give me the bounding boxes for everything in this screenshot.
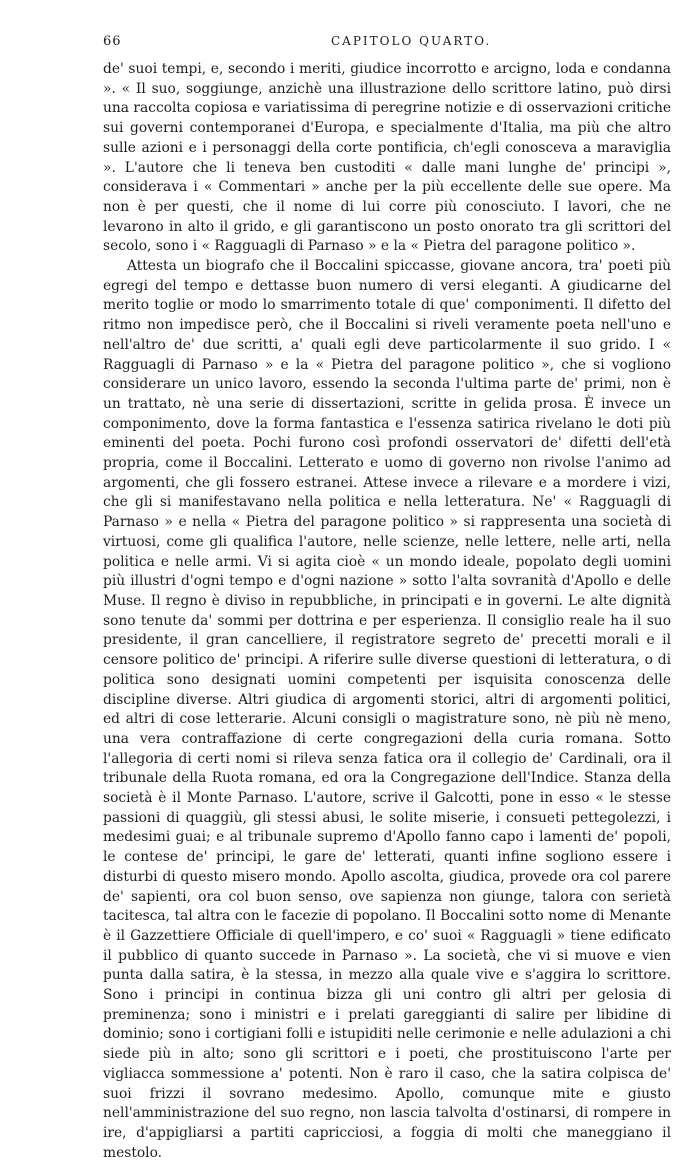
page-number: 66 [103, 34, 122, 49]
paragraph-1: de' suoi tempi, e, secondo i meriti, giudice incorrotto e arcigno, loda e condanna ». « Il suo, soggiunge, anzichè una illustrazione dello scrittore latino, può dirsi una raccolta copiosa e variatissima di peregrine notizie e di osservazioni critiche sui governi contemporanei d'Europa, e specialmente d'Italia, ma più che altro sulle azioni e i personaggi della corte pontificia, ch'egli conosceva a maraviglia ». L'autore che li teneva ben custoditi « dalle mani lunghe de' principi », considerava i « Commentari » anche per la più eccellente delle sue opere. Ma non è per questi, che il nome di lui corre più conosciuto. I lavori, che ne levarono in alto il grido, e gli garantiscono un posto onorato tra gli scrittori del secolo, sono i « Ragguagli di Parnaso » e la « Pietra del paragone politico ». [103, 61, 671, 255]
page-header [103, 34, 671, 56]
paragraph-2: Attesta un biografo che il Boccalini spiccasse, giovane ancora, tra' poeti più egregi del tempo e dettasse buon numero di versi eleganti. A giudicarne del merito toglie or modo lo smarrimento totale di que' componimenti. Il difetto del ritmo non impedisce però, che il Boccalini si riveli veramente poeta nell'uno e nell'altro de' due scritti, a' quali egli deve particolarmente il suo grido. I « Ragguagli di Parnaso » e la « Pietra del paragone politico », che si vogliono considerare un unico lavoro, essendo la seconda l'ultima parte de' primi, non è un trattato, nè una serie di dissertazioni, scritte in gelida prosa. È invece un componimento, dove la forma fantastica e l'essenza satirica rivelano le doti più eminenti del poeta. Pochi furono così profondi osservatori de' difetti dell'età propria, come il Boccalini. Letterato e uomo di governo non rivolse l'animo ad argomenti, che gli fossero estranei. Attese invece a rilevare e a mordere i vizi, che gli si manifestavano nella politica e nella letteratura. Ne' « Ragguagli di Parnaso » e nella « Pietra del paragone politico » si rappresenta una società di virtuosi, come gli qualifica l'autore, nelle scienze, nelle lettere, nelle arti, nella politica e nelle armi. Vi si agita cioè « un mondo ideale, popolato degli uomini più illustri d'ogni tempo e d'ogni nazione » sotto l'alta sovranità d'Apollo e delle Muse. Il regno è diviso in repubbliche, in principati e in governi. Le alte dignità sono tenute da' sommi per dottrina e per esperienza. Il consiglio reale ha il suo presidente, il gran cancelliere, il registratore segreto de' precetti morali e il censore politico de' principi. A riferire sulle diverse questioni di letteratura, o di politica sono designati uomini competenti per isquisita conoscenza delle discipline diverse. Altri giudica di argomenti storici, altri di argomenti politici, ed altri di cose letterarie. Alcuni consigli o magistrature sono, nè più nè meno, una vera contraffazione di certe congregazioni della curia romana. Sotto l'allegoria di certi nomi si rileva senza fatica ora il collegio de' Cardinali, ora il tribunale della Ruota romana, ed ora la Congregazione dell'Indice. Stanza della società è il Monte Parnaso. L'autore, scrive il Galcotti, pone in esso « le stesse passioni di quaggiù, gli stessi abusi, le solite miserie, i consueti pettegolezzi, i medesimi guai; e al tribunale supremo d'Apollo fanno capo i lamenti de' popoli, le contese de' principi, le gare de' letterati, quanti infine sogliono essere i disturbi di questo misero mondo. Apollo ascolta, giudica, provede ora col parere de' sapienti, ora col buon senso, ove sapienza non giunge, talora con serietà tacitesca, tal altra con le facezie di popolano. Il Boccalini sotto nome di Menante è il Gazzettiere Officiale di quell'impero, e co' suoi « Ragguagli » tiene edificato il pubblico di quanto succede in Parnaso ». La società, che vi si muove e vien punta dalla satira, è la stessa, in mezzo alla quale vive e s'aggira lo scrittore. Sono i principi in continua bizza gli uni contro gli altri per gelosia di preminenza; sono i ministri e i prelati gareggianti di salire per libidine di dominio; sono i cortigiani folli e istupiditi nelle cerimonie e nelle adulazioni a chi siede più in alto; sono gli scrittori e i poeti, che prostituiscono l'arte per vigliacca sommessione a' potenti. Non è raro il caso, che la satira colpisca de' suoi frizzi il sovrano medesimo. Apollo, comunque mite e giusto nell'amministrazione del suo regno, non lascia talvolta d'ostinarsi, di rompere in ire, d'appigliarsi a partiti capricciosi, a foggia di molti che maneggiano il mestolo. [103, 258, 671, 1161]
running-title: CAPITOLO QUARTO. [331, 34, 492, 48]
book-page [103, 34, 671, 1163]
body-text [103, 60, 671, 1163]
